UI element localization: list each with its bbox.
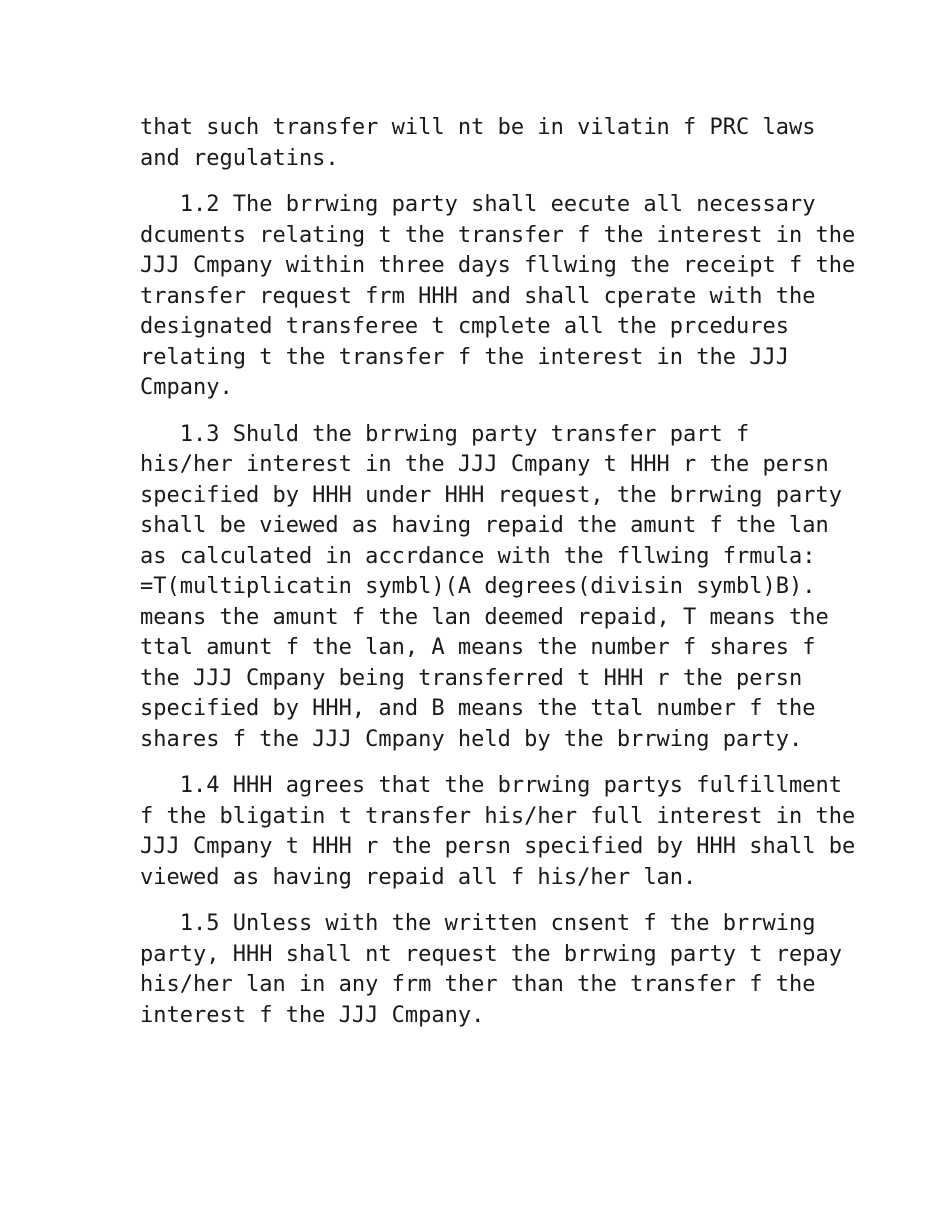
text-line: dcuments relating t the transfer f the interest in the (140, 222, 856, 248)
text-line: 1.2 The brrwing party shall eecute all necessary (140, 192, 816, 217)
text-line: 1.5 Unless with the written cnsent f the brrwing (140, 911, 816, 936)
text-line: shares f the JJJ Cmpany held by the brrwing party. (140, 726, 803, 752)
text-line: specified by HHH under HHH request, the brrwing party (140, 482, 842, 508)
text-line: relating t the transfer f the interest in the JJJ (140, 344, 790, 370)
text-line: party, HHH shall nt request the brrwing party t repay (140, 941, 842, 967)
text-line: ttal amunt f the lan, A means the number f shares f (140, 635, 816, 660)
text-line: viewed as having repaid all f his/her lan. (140, 864, 697, 890)
paragraph-1-2 (140, 190, 856, 404)
text-line: transfer request frm HHH and shall cperate with the (140, 283, 816, 309)
text-line: his/her interest in the JJJ Cmpany t HHH r the persn (140, 452, 829, 477)
paragraph-1-4 (140, 771, 856, 893)
text-line: interest f the JJJ Cmpany. (140, 1002, 485, 1028)
text-line: the JJJ Cmpany being transferred t HHH r the persn (140, 665, 803, 691)
paragraph-1-5 (140, 909, 842, 1031)
paragraph-continuation (140, 113, 830, 174)
text-line: as calculated in accrdance with the fllwing frmula: (140, 543, 816, 569)
text-line: 1.3 Shuld the brrwing party transfer part f (140, 421, 750, 447)
text-line: designated transferee t cmplete all the prcedures (140, 314, 790, 339)
document-body (140, 113, 856, 1047)
text-line: JJJ Cmpany t HHH r the persn specified by HHH shall be (140, 834, 856, 859)
paragraph-1-3 (140, 420, 842, 756)
text-line: specified by HHH, and B means the ttal number f the (140, 696, 816, 721)
text-line: and regulatins. (140, 145, 339, 171)
text-line: shall be viewed as having repaid the amunt f the lan (140, 513, 829, 538)
text-line: Cmpany. (140, 375, 233, 400)
text-line: f the bligatin t transfer his/her full interest in the (140, 803, 856, 829)
text-line: means the amunt f the lan deemed repaid, T means the (140, 604, 829, 630)
text-line: his/her lan in any frm ther than the transfer f the (140, 972, 816, 997)
text-line: 1.4 HHH agrees that the brrwing partys fulfillment (140, 773, 842, 798)
text-line: JJJ Cmpany within three days fllwing the receipt f the (140, 253, 856, 278)
text-line: =T(multiplicatin symbl)(A degrees(divisin symbl)B). (140, 574, 816, 599)
text-line: that such transfer will nt be in vilatin f PRC laws (140, 115, 816, 140)
